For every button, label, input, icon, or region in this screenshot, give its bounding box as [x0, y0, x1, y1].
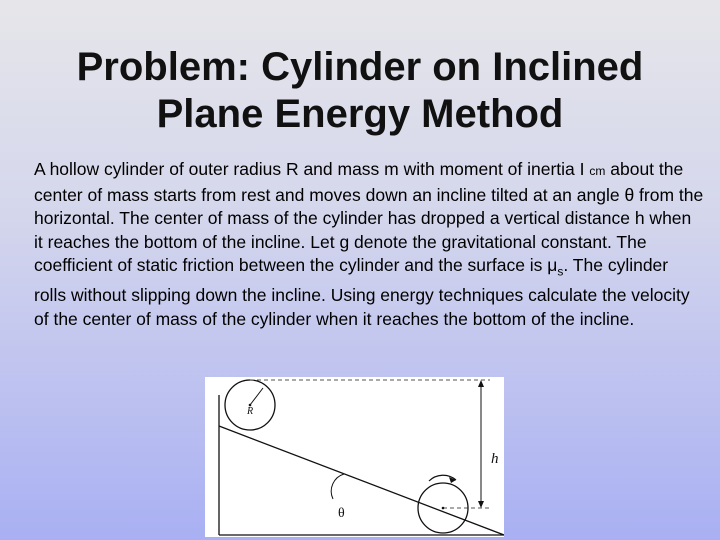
title-line-2: Plane Energy Method	[156, 92, 564, 136]
problem-text-4: . The cylinder rolls without slipping down the incline. Using energy techniques calculate the velocity of the center of mass of the cylinder when it reaches the bottom of the incline.	[34, 255, 690, 329]
radius-label: R	[247, 406, 254, 417]
height-arrow-head-top	[478, 380, 484, 387]
theta-symbol: θ	[624, 184, 635, 205]
angle-label: θ	[338, 506, 345, 521]
subscript-s: s	[557, 264, 564, 279]
cylinder-bottom-center	[442, 507, 445, 510]
slide-title	[0, 44, 720, 138]
problem-text-2: about the center of mass starts from rest and moves down an incline tilted at an angle	[34, 159, 684, 205]
problem-statement	[34, 158, 704, 331]
incline-diagram	[205, 377, 504, 537]
height-arrow-head-bottom	[478, 501, 484, 508]
angle-arc	[331, 474, 344, 499]
subscript-cm: cm	[589, 164, 606, 178]
problem-text-3: from the horizontal. The center of mass of the cylinder has dropped a vertical distance h when it reaches the bottom of the incline. Let g denote the gravitational constant. The coefficient of static friction between the cylinder and the surface is	[34, 184, 704, 275]
title-line-1: Problem: Cylinder on Inclined	[76, 45, 644, 89]
mu-symbol: μ	[547, 255, 558, 275]
incline-surface	[219, 426, 504, 535]
height-label: h	[491, 451, 499, 467]
problem-text-1: A hollow cylinder of outer radius R and mass m with moment of inertia I	[34, 159, 590, 179]
incline-diagram-svg	[205, 377, 504, 537]
radius-line	[250, 388, 263, 405]
